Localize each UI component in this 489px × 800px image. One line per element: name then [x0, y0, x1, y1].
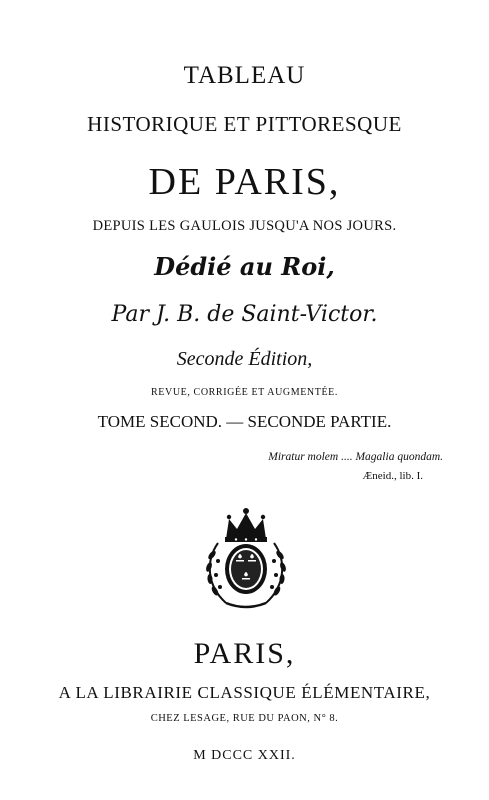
revision-line: REVUE, CORRIGÉE ET AUGMENTÉE.: [151, 387, 338, 398]
edition-line: Seconde Édition,: [176, 348, 313, 370]
imprint-city: PARIS,: [193, 637, 296, 670]
royal-coat-of-arms-icon: [196, 505, 296, 615]
imprint-publisher: A LA LIBRAIRIE CLASSIQUE ÉLÉMENTAIRE,: [58, 683, 431, 702]
title-line-3: DE PARIS,: [148, 161, 341, 203]
volume-line: TOME SECOND. — SECONDE PARTIE.: [97, 412, 392, 431]
imprint-date: M DCCC XXII.: [193, 748, 296, 763]
title-line-2: HISTORIQUE ET PITTORESQUE: [87, 112, 402, 136]
subtitle: DEPUIS LES GAULOIS JUSQU'A NOS JOURS.: [92, 218, 397, 234]
imprint-address: CHEZ LESAGE, RUE DU PAON, N° 8.: [150, 713, 339, 724]
epigraph-source: Æneid., lib. I.: [362, 470, 423, 482]
dedication: Dédié au Roi,: [154, 252, 335, 281]
author-line: Par J. B. de Saint-Victor.: [111, 302, 378, 327]
title-line-1: TABLEAU: [183, 62, 306, 89]
epigraph-quote: Miratur molem .... Magalia quondam.: [268, 451, 443, 463]
